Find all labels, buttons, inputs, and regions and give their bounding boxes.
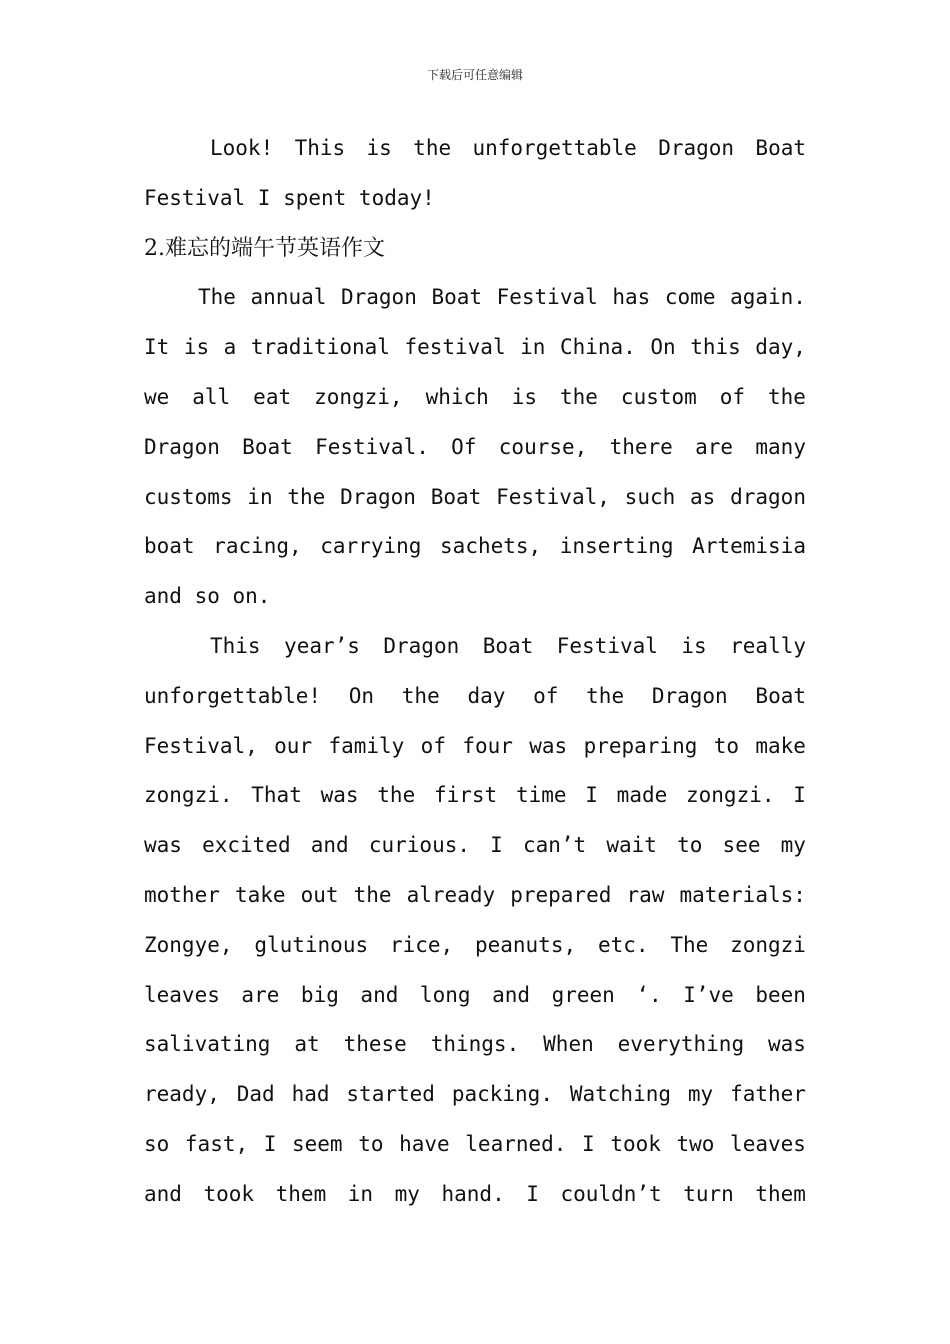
paragraph-this-year xyxy=(144,622,806,1220)
text-line: Zongye, glutinous rice, peanuts, etc. The zongzi xyxy=(144,932,806,957)
paragraph-look xyxy=(144,124,806,224)
text-line: zongzi. That was the first time I made zongzi. I xyxy=(144,783,806,808)
text-line: Festival, our family of four was preparing to make xyxy=(144,733,806,758)
text-line: mother take out the already prepared raw materials: xyxy=(144,882,806,907)
text-line: ready, Dad had started packing. Watching my father xyxy=(144,1082,806,1107)
text-line: Festival I spent today! xyxy=(144,185,435,210)
text-line: was excited and curious. I can’t wait to see my xyxy=(144,833,806,858)
text-line: boat racing, carrying sachets, inserting Artemisia xyxy=(144,534,806,559)
text-line: It is a traditional festival in China. On this day, xyxy=(144,335,806,360)
text-line: and so on. xyxy=(144,584,271,609)
text-line: and took them in my hand. I couldn’t turn them xyxy=(144,1181,806,1206)
text-line: The annual Dragon Boat Festival has come again. xyxy=(198,285,806,310)
text-line: leaves are big and long and green ‘. I’ve been xyxy=(144,982,806,1007)
text-line: unforgettable! On the day of the Dragon Boat xyxy=(144,683,806,708)
text-line: Look! This is the unforgettable Dragon Boat xyxy=(210,136,806,160)
paragraph-annual-festival xyxy=(144,273,806,622)
text-line: we all eat zongzi, which is the custom of the xyxy=(144,384,806,409)
text-line: so fast, I seem to have learned. I took two leaves xyxy=(144,1131,806,1156)
text-line: salivating at these things. When everything was xyxy=(144,1032,806,1057)
text-line: This year’s Dragon Boat Festival is really xyxy=(210,633,806,658)
page-header: 下载后可任意编辑 xyxy=(426,68,523,82)
document-body xyxy=(144,124,806,1220)
text-line: customs in the Dragon Boat Festival, such as dragon xyxy=(144,484,806,509)
text-line: Dragon Boat Festival. Of course, there are many xyxy=(144,434,806,459)
section-heading: 2.难忘的端午节英语作文 xyxy=(144,235,385,261)
